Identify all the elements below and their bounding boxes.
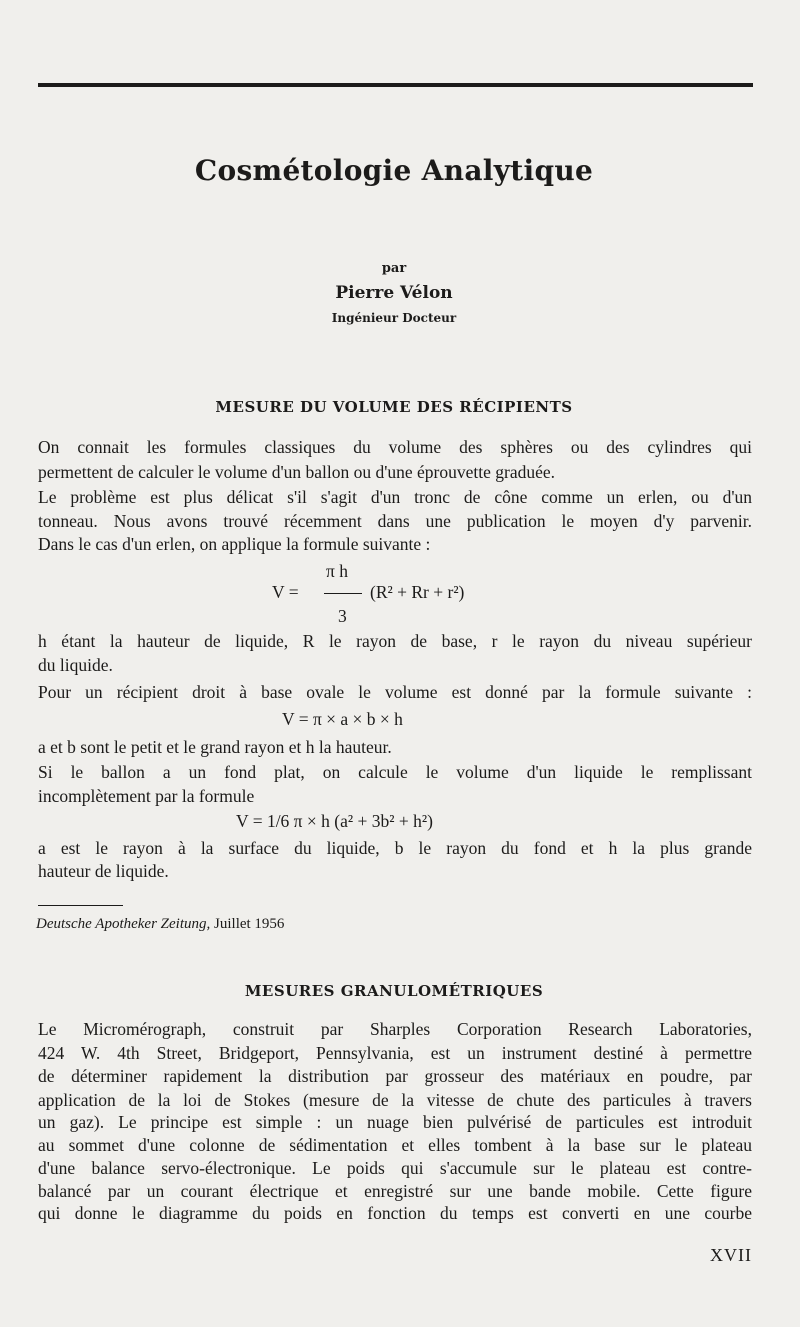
body-line: Pour un récipient droit à base ovale le volume est donné par la formule suivante : xyxy=(38,682,752,702)
body-line: incomplètement par la formule xyxy=(38,786,255,806)
body-line: de déterminer rapidement la distribution par grosseur des matériaux en poudre, par xyxy=(38,1066,752,1086)
body-line: h étant la hauteur de liquide, R le rayon de base, r le rayon du niveau supérieur xyxy=(38,631,752,651)
body-line: Le problème est plus délicat s'il s'agit d'un tronc de cône comme un erlen, ou d'un xyxy=(38,487,752,507)
body-line: On connait les formules classiques du volume des sphères ou des cylindres qui xyxy=(38,437,752,457)
top-rule xyxy=(38,83,753,87)
formula1-denominator: 3 xyxy=(338,606,347,626)
body-line: au sommet d'une colonne de sédimentation et elles tombent à la base sur le plateau xyxy=(38,1135,752,1155)
source-journal: Deutsche Apotheker Zeitung, xyxy=(36,916,211,932)
body-line: du liquide. xyxy=(38,655,113,675)
body-line: application de la loi de Stokes (mesure de la vitesse de chute des particules à travers xyxy=(38,1090,752,1110)
formula1-rhs: (R² + Rr + r²) xyxy=(370,582,465,602)
body-line: permettent de calculer le volume d'un ballon ou d'une éprouvette graduée. xyxy=(38,462,556,482)
body-line: qui donne le diagramme du poids en fonction du temps est converti en une courbe xyxy=(38,1203,752,1223)
body-line: tonneau. Nous avons trouvé récemment dans une publication le moyen d'y parvenir. xyxy=(38,511,752,531)
formula1-lhs: V = xyxy=(272,582,299,602)
source-date: Juillet 1956 xyxy=(214,916,285,932)
author-title: Ingénieur Docteur xyxy=(331,311,457,325)
formula1-numerator: π h xyxy=(326,561,348,581)
body-line: Dans le cas d'un erlen, on applique la formule suivante : xyxy=(38,534,431,554)
section-heading-volume: MESURE DU VOLUME DES RÉCIPIENTS xyxy=(215,398,573,416)
byline-par: par xyxy=(381,261,407,276)
body-line: 424 W. 4th Street, Bridgeport, Pennsylvania, est un instrument destiné à permettre xyxy=(38,1043,752,1063)
body-line: a est le rayon à la surface du liquide, b le rayon du fond et h la plus grande xyxy=(38,838,752,858)
body-line: hauteur de liquide. xyxy=(38,861,169,881)
body-line: Le Micromérograph, construit par Sharples Corporation Research Laboratories, xyxy=(38,1019,752,1039)
author-name: Pierre Vélon xyxy=(335,283,453,303)
body-line: balancé par un courant électrique et enregistré sur une bande mobile. Cette figure xyxy=(38,1181,752,1201)
article-title: Cosmétologie Analytique xyxy=(194,154,594,187)
page-number: XVII xyxy=(710,1245,752,1265)
body-line: Si le ballon a un fond plat, on calcule le volume d'un liquide le remplissant xyxy=(38,762,752,782)
formula2: V = π × a × b × h xyxy=(282,709,403,729)
fraction-bar xyxy=(324,593,362,594)
source-citation xyxy=(36,916,284,933)
body-line: a et b sont le petit et le grand rayon et h la hauteur. xyxy=(38,737,392,757)
body-line: d'une balance servo-électronique. Le poids qui s'accumule sur le plateau est contre- xyxy=(38,1158,752,1178)
body-line: un gaz). Le principe est simple : un nuage bien pulvérisé de particules est introduit xyxy=(38,1112,752,1132)
section-heading-granulometry: MESURES GRANULOMÉTRIQUES xyxy=(244,982,544,1000)
footnote-rule xyxy=(38,905,123,906)
formula3: V = 1/6 π × h (a² + 3b² + h²) xyxy=(236,811,433,831)
